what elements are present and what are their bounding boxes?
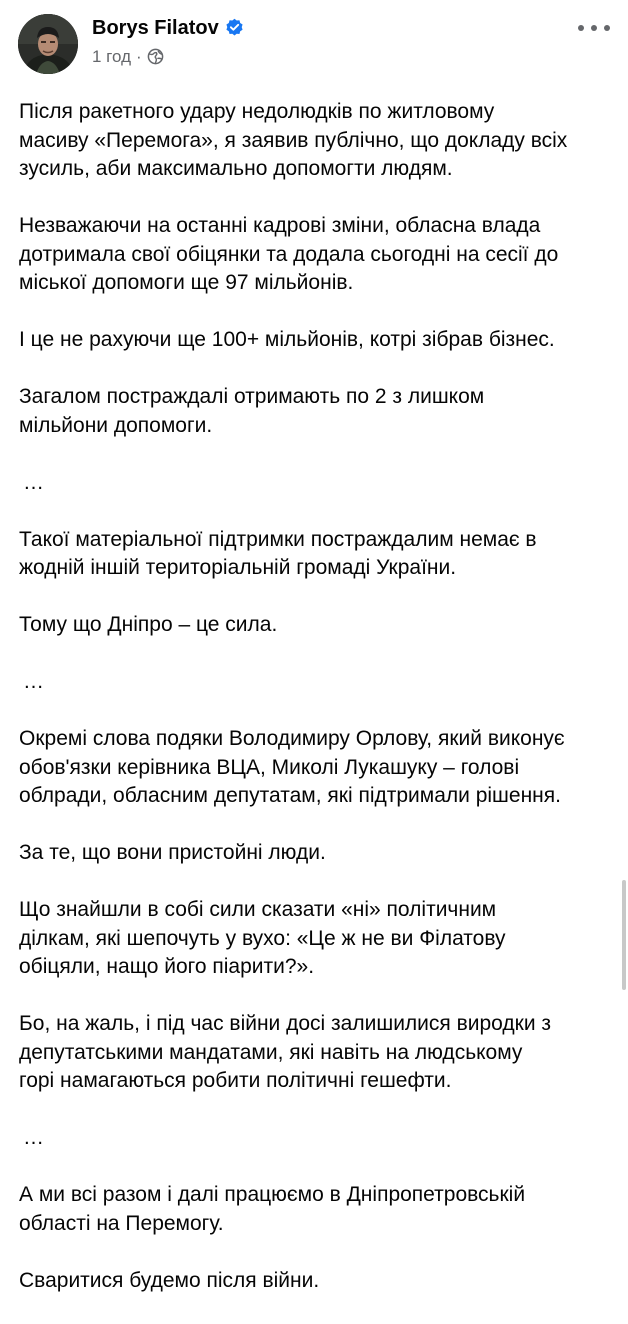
meta-separator: · (136, 47, 142, 66)
author-name-label[interactable]: Borys Filatov (92, 17, 219, 39)
post-paragraph: Тому що Дніпро – це сила. (19, 613, 278, 636)
post-ellipsis: … (23, 670, 44, 693)
avatar[interactable] (18, 14, 78, 74)
post-paragraph: Сваритися будемо після війни. (19, 1268, 320, 1292)
post-paragraph: І це не рахуючи ще 100+ мільйонів, котрі зібрав бізнес. (19, 328, 555, 351)
globe-icon[interactable] (147, 48, 164, 65)
post-ellipsis: … (23, 470, 44, 494)
post-ellipsis: … (23, 1126, 44, 1149)
more-options-icon-dot (591, 25, 597, 31)
post-paragraph: Загалом постраждалі отримають по 2 з лишком мільйони допомоги. (19, 385, 485, 437)
post-paragraph: Після ракетного удару недолюдків по житловому масиву «Перемога», я заявив публічно, що докладу всіх зусиль, аби максимально допомогти людям. (19, 100, 568, 180)
more-options-icon-dot (604, 25, 610, 31)
author-name[interactable] (92, 16, 244, 40)
post-header (18, 12, 610, 76)
more-options-icon (578, 25, 584, 31)
post-paragraph: Такої матеріальної підтримки постраждалим немає в жодній іншій територіальній громаді України. (19, 527, 537, 579)
post-paragraph: Бо, на жаль, і під час війни досі залишилися виродки з депутатськими мандатами, які навіть на людському горі намагаються робити політичні гешефти. (19, 1012, 552, 1092)
post-time[interactable]: 1 год (92, 47, 132, 66)
more-options-button[interactable] (578, 18, 610, 38)
verified-badge-icon (225, 18, 244, 37)
post-text (19, 98, 619, 1324)
post-meta (92, 46, 164, 68)
post-paragraph: Незважаючи на останні кадрові зміни, обласна влада дотримала свої обіцянки та додала сьогодні на сесії до міської допомоги ще 97 мільйонів. (19, 214, 559, 294)
post-paragraph: Окремі слова подяки Володимиру Орлову, який виконує обов'язки керівника ВЦА, Миколі Лукашуку – голові облради, обласним депутатам, які підтримали рішення. (19, 727, 565, 807)
post-paragraph: За те, що вони пристойні люди. (19, 841, 326, 864)
avatar-photo (18, 14, 78, 74)
post-paragraph: Що знайшли в собі сили сказати «ні» політичним ділкам, які шепочуть у вухо: «Це ж не ви Філатову обіцяли, нащо його піарити?». (19, 898, 506, 978)
scrollbar[interactable] (622, 880, 626, 990)
post-paragraph: А ми всі разом і далі працюємо в Дніпропетровській області на Перемогу. (19, 1183, 526, 1235)
